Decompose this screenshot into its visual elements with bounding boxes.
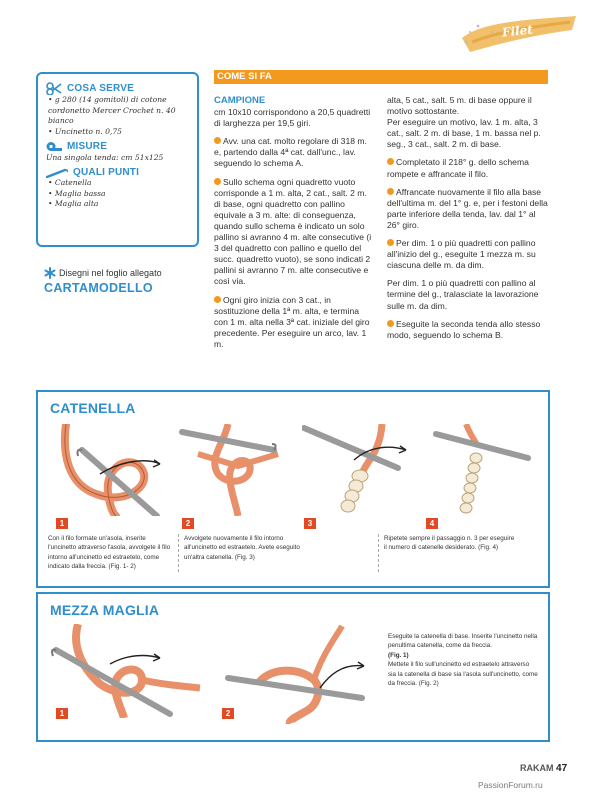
misure-text: Una singola tenda: cm 51x125 bbox=[46, 153, 164, 162]
campione-title: CAMPIONE bbox=[214, 95, 266, 106]
campione-text: cm 10x10 corrispondono a 20,5 quadretti di larghezza per 19,5 giri. bbox=[214, 107, 371, 129]
misure-header bbox=[46, 141, 189, 152]
cartamodello-title: CARTAMODELLO bbox=[44, 281, 153, 295]
mezza-maglia-caption bbox=[388, 632, 538, 688]
instruction-paragraph: Per dim. 1 o più quadretti con pallino al termine del g., tralasciate la lavorazione sulle m. da dim. bbox=[387, 278, 539, 311]
quali-punti-list bbox=[46, 178, 189, 210]
catenella-caption-3: Ripetete sempre il passaggio n. 3 per eseguire il numero di catenelle desiderato. (Fig. 4) bbox=[384, 535, 515, 552]
catenella-caption-2: Avvolgete nuovamente il filo intorno all'uncinetto ed estraetelo. Avete eseguito un'altra catenella. (Fig. 3) bbox=[184, 535, 300, 561]
instruction-paragraph: Per dim. 1 o più quadretti con pallino all'inizio del g., eseguite 1 mezza m. su ciascuna delle m. da dim. bbox=[387, 238, 536, 271]
figure-number-badge: 3 bbox=[304, 518, 316, 529]
bullet-dot-icon bbox=[214, 137, 221, 144]
crochet-hook-icon bbox=[46, 168, 68, 178]
figure-number-badge: 4 bbox=[426, 518, 438, 529]
list-item: • Maglia bassa bbox=[48, 189, 189, 200]
materials-box bbox=[36, 72, 199, 247]
instruction-paragraph: Eseguite la seconda tenda allo stesso modo, seguendo lo schema B. bbox=[387, 318, 541, 340]
instruction-paragraph: Avv. una cat. molto regolare di 318 m. e, partendo dalla 4ª cat. dall'unc., lav. seguendo lo schema A. bbox=[214, 136, 367, 169]
come-si-fa-header bbox=[214, 70, 548, 84]
cartamodello-small: Disegni nel foglio allegato bbox=[59, 268, 162, 278]
bullet-dot-icon bbox=[214, 296, 221, 303]
list-item: • Maglia alta bbox=[48, 199, 189, 210]
watermark-site: PassionForum.ru bbox=[478, 780, 543, 790]
scissors-icon bbox=[46, 82, 62, 95]
quali-punti-title: QUALI PUNTI bbox=[73, 167, 140, 178]
asterisk-icon bbox=[44, 267, 56, 279]
page-number: 47 bbox=[556, 763, 568, 774]
mezza-maglia-figure-1 bbox=[50, 624, 210, 718]
catenella-figure-3 bbox=[302, 424, 414, 516]
caption-divider bbox=[178, 534, 179, 572]
instruction-paragraph: Affrancate nuovamente il filo alla base dell'ultima m. del 1° g. e, per i festoni della parte inferiore della tenda, lav. dal 1° al 26° giro. bbox=[387, 186, 548, 230]
tape-measure-icon bbox=[46, 141, 62, 152]
caption-line: Mettete il filo sull'uncinetto ed estraetelo attraverso sia la catenella di base sia l'asola sull'uncinetto, come da freccia. (Fig. 2) bbox=[388, 661, 538, 688]
mezza-maglia-title: MEZZA MAGLIA bbox=[50, 602, 160, 618]
mezza-maglia-figure-2 bbox=[218, 624, 378, 724]
mezza-maglia-box bbox=[36, 592, 550, 742]
list-item: • g 280 (14 gomitoli) di cotone cordonetto Mercer Crochet n. 40 bianco bbox=[48, 95, 189, 127]
list-item: • Uncinetto n. 0,75 bbox=[48, 127, 189, 138]
instructions-column-1 bbox=[214, 95, 374, 357]
cosa-serve-list bbox=[46, 95, 189, 137]
catenella-caption-1: Con il filo formate un'asola, inserite l'uncinetto attraverso l'asola, avvolgete il filo intorno all'uncinetto ed estraetelo, come indicato dalla freccia. (Fig. 1- 2) bbox=[48, 535, 171, 571]
misure-title: MISURE bbox=[67, 141, 108, 152]
cosa-serve-header bbox=[46, 82, 189, 95]
catenella-box bbox=[36, 390, 550, 588]
catenella-figure-1 bbox=[52, 424, 164, 516]
bullet-dot-icon bbox=[387, 188, 394, 195]
instructions-column-2 bbox=[387, 95, 550, 348]
catenella-figure-2 bbox=[178, 424, 290, 516]
cosa-serve-title: COSA SERVE bbox=[67, 83, 135, 94]
catenella-title: CATENELLA bbox=[50, 400, 136, 416]
bullet-dot-icon bbox=[214, 178, 221, 185]
instruction-paragraph: Completato il 218° g. dello schema rompete e affrancate il filo. bbox=[387, 157, 529, 179]
catenella-figure-4 bbox=[426, 424, 538, 516]
cartamodello-note bbox=[44, 267, 204, 295]
cartamodello-line bbox=[44, 267, 204, 279]
instruction-paragraph: Per eseguire un motivo, lav. 1 m. alta, 3 cat., salt. 2 m. di base, 1 m. bassa nel p. seg., 3 cat., salt. 2 m. di base. bbox=[387, 117, 541, 150]
section-tag-label: Filet bbox=[501, 22, 534, 40]
instruction-paragraph: Sullo schema ogni quadretto vuoto corrisponde a 1 m. alta, 2 cat., salt. 2 m. di base, ogni quadretto con pallino equivale a 3 m. alte: di conseguenza, quando sullo schema è indicato un solo pallino si avranno 4 m. alte consecutive (i 3 del quadretto con pallino e quello del succ. quadretto vuoto), se sono indicati 2 pallini si avranno 7 m. alte consecutive e così via. bbox=[214, 176, 372, 287]
caption-divider bbox=[378, 534, 379, 572]
bullet-dot-icon bbox=[387, 158, 394, 165]
figure-number-badge: 2 bbox=[222, 708, 234, 719]
figure-number-badge: 2 bbox=[182, 518, 194, 529]
caption-line: (Fig. 1) bbox=[388, 651, 409, 659]
list-item: • Catenella bbox=[48, 178, 189, 189]
page-footer bbox=[520, 763, 567, 774]
caption-line: Eseguite la catenella di base. Inserite l'uncinetto nella penultima catenella, come da freccia. bbox=[388, 633, 538, 650]
instruction-paragraph: alta, 5 cat., salt. 5 m. di base oppure il motivo sottostante. bbox=[387, 95, 532, 117]
come-si-fa-title: COME SI FA bbox=[217, 71, 272, 82]
quali-punti-header bbox=[46, 167, 189, 178]
magazine-name: RAKAM bbox=[520, 763, 554, 773]
figure-number-badge: 1 bbox=[56, 518, 68, 529]
instruction-paragraph: Ogni giro inizia con 3 cat., in sostituzione della 1ª m. alta, e termina con 1 m. alta nella 3ª cat. iniziale del giro precedente. Per eseguire un arco, lav. 1 m. bbox=[214, 294, 370, 349]
bullet-dot-icon bbox=[387, 320, 394, 327]
section-tag bbox=[452, 12, 580, 56]
bullet-dot-icon bbox=[387, 239, 394, 246]
figure-number-badge: 1 bbox=[56, 708, 68, 719]
